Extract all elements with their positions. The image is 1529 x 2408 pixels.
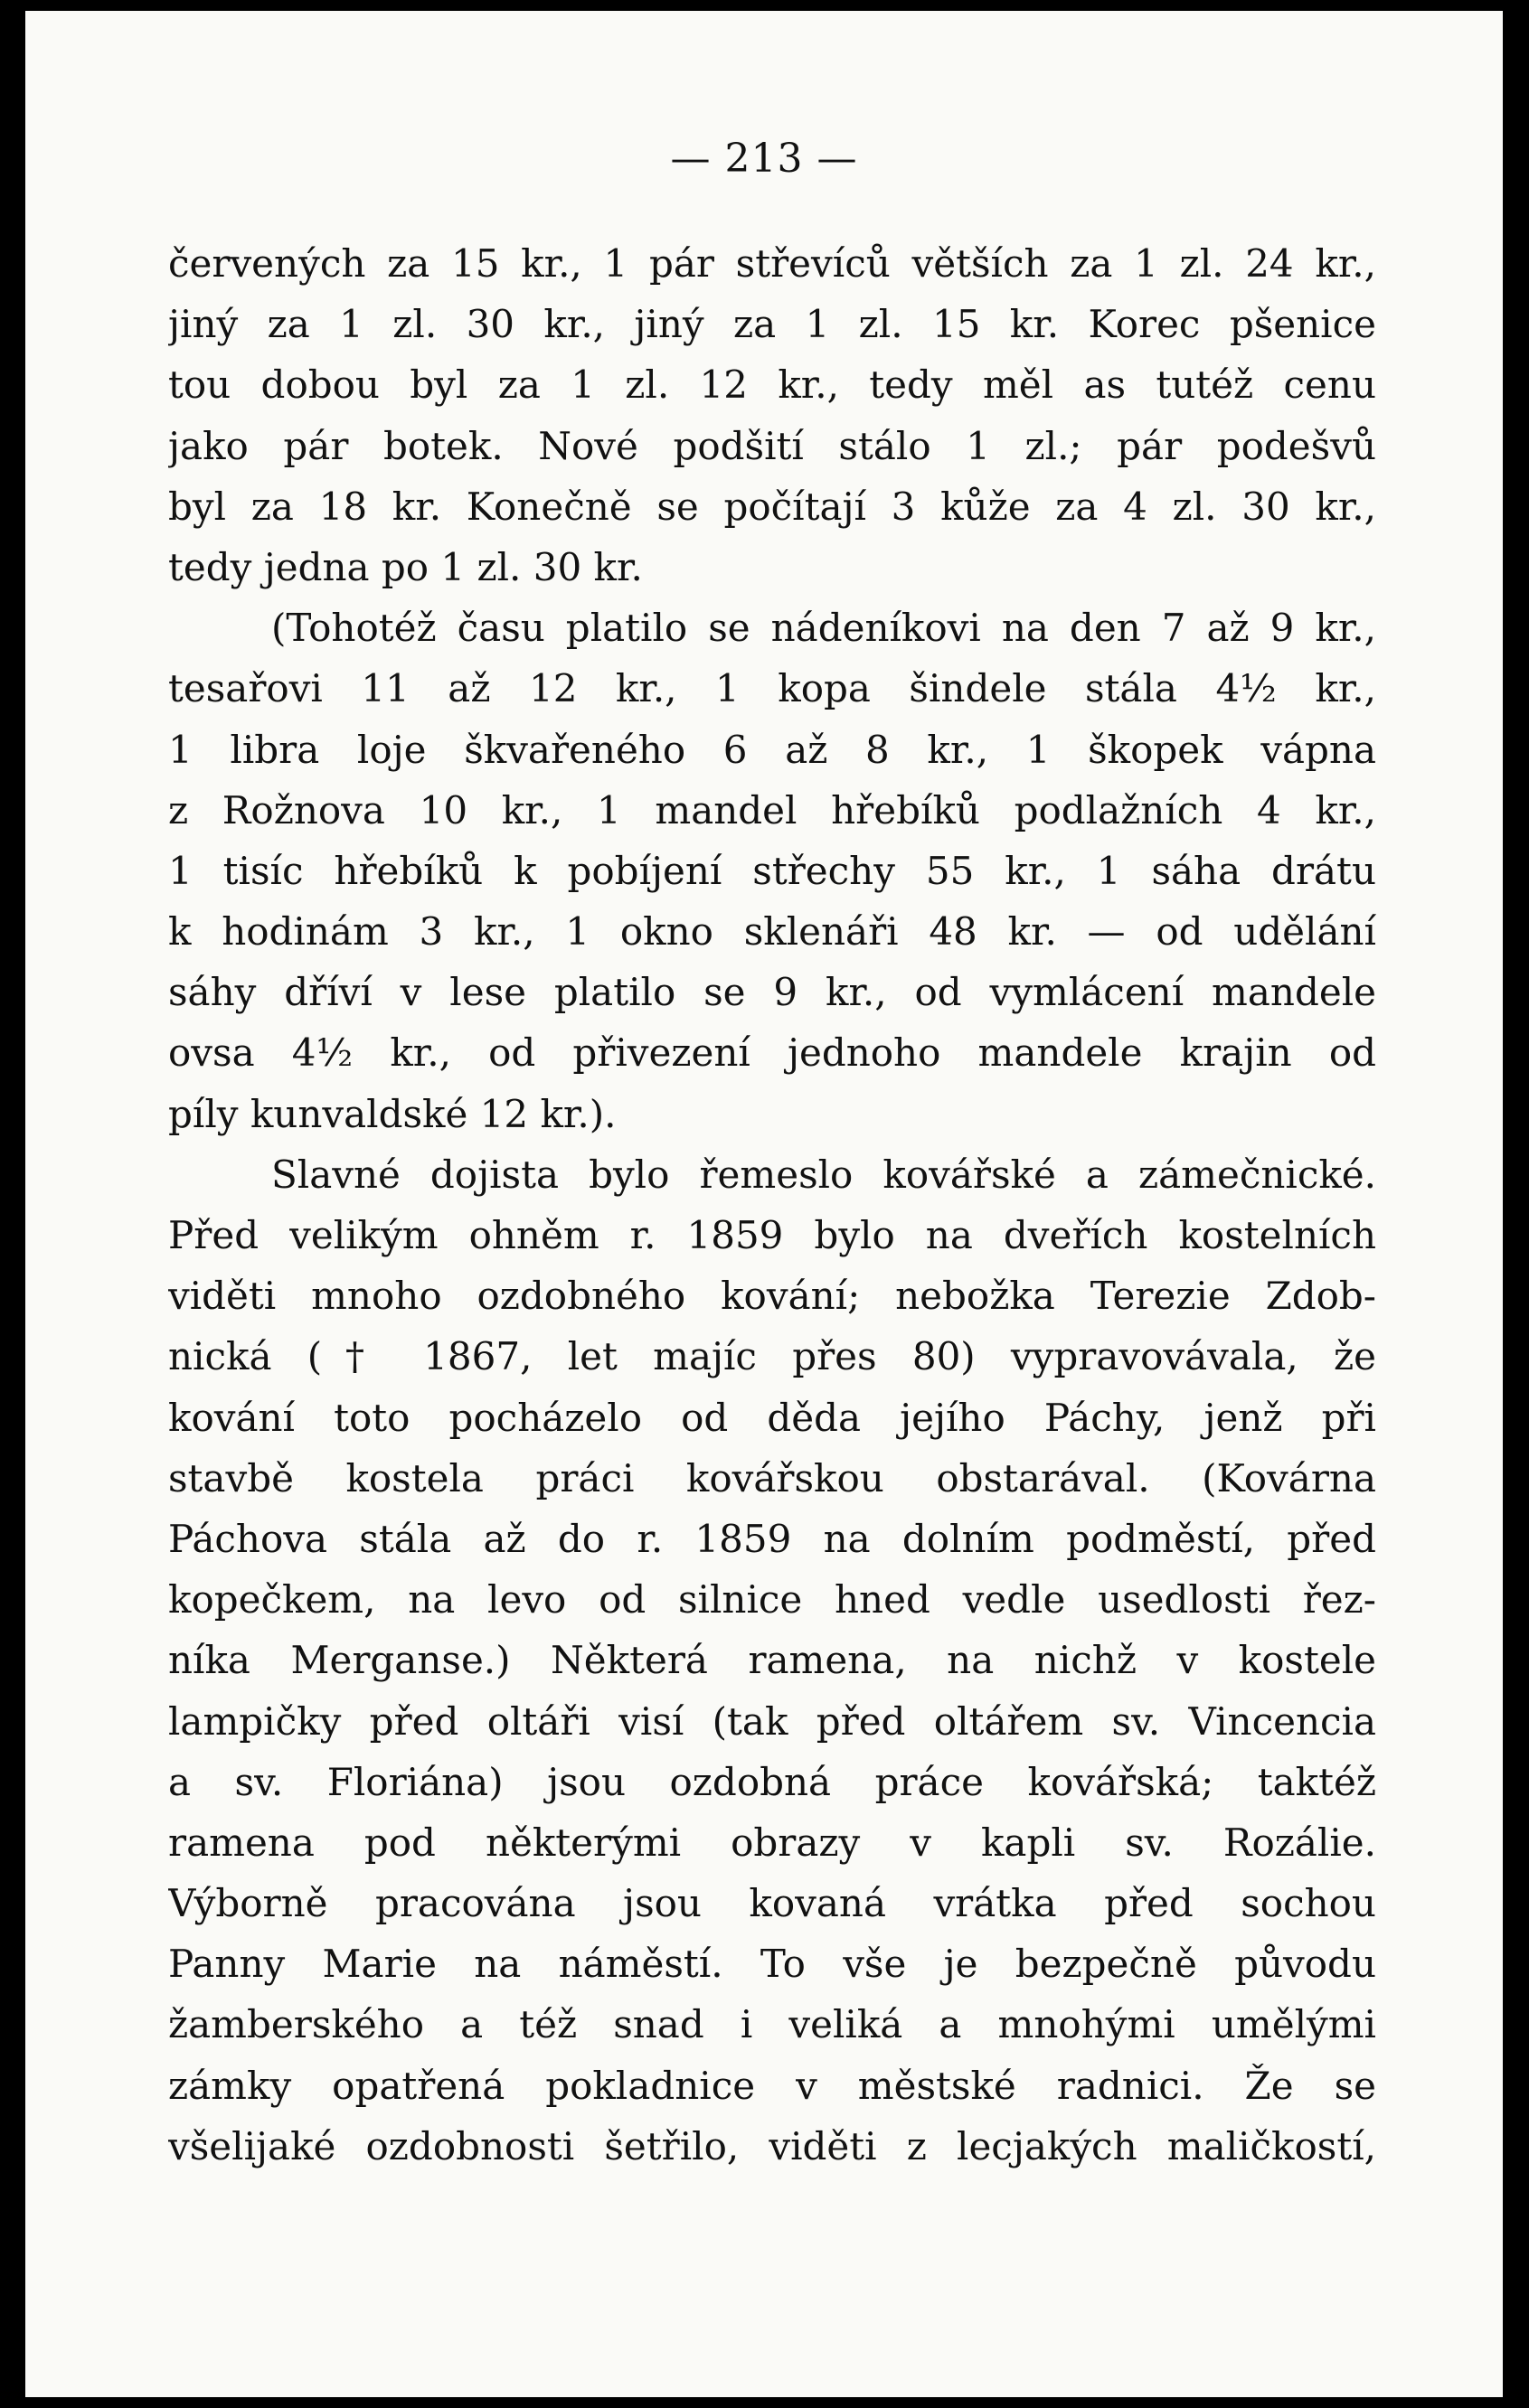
text-line: kování toto pocházelo od děda jejího Páchy, jenž při: [168, 1395, 1376, 1440]
text-line: zámky opatřená pokladnice v městské radnici. Že se: [168, 2063, 1376, 2108]
text-line: stavbě kostela práci kovářskou obstarával. (Kovárna: [168, 1455, 1376, 1500]
text-line: jiný za 1 zl. 30 kr., jiný za 1 zl. 15 kr. Korec pšenice: [168, 302, 1376, 347]
text-line: Páchova stála až do r. 1859 na dolním podměstí, před: [168, 1516, 1376, 1561]
text-line: níka Merganse.) Některá ramena, na nichž v kostele: [168, 1638, 1376, 1683]
text-line: k hodinám 3 kr., 1 okno sklenáři 48 kr. — od udělání: [168, 909, 1376, 955]
text-line: Panny Marie na náměstí. To vše je bezpečně původu: [168, 1942, 1376, 1987]
text-line: 1 tisíc hřebíků k pobíjení střechy 55 kr., 1 sáha drátu: [168, 848, 1376, 893]
book-page: [25, 11, 1503, 2397]
text-line: sáhy dříví v lese platilo se 9 kr., od vymlácení mandele: [168, 970, 1376, 1015]
text-line: byl za 18 kr. Konečně se počítají 3 kůže za 4 zl. 30 kr.,: [168, 484, 1376, 529]
text-line: ramena pod některými obrazy v kapli sv. Rozálie.: [168, 1820, 1376, 1865]
text-line: žamberského a též snad i veliká a mnohými umělými: [168, 2002, 1376, 2047]
text-line: Před velikým ohněm r. 1859 bylo na dveřích kostelních: [168, 1213, 1376, 1257]
text-line: lampičky před oltáři visí (tak před oltářem sv. Vincencia: [168, 1698, 1376, 1744]
text-line: jako pár botek. Nové podšití stálo 1 zl.; pár podešvů: [168, 423, 1376, 468]
text-line: červených za 15 kr., 1 pár střevíců větších za 1 zl. 24 kr.,: [168, 241, 1376, 286]
text-line: nická († 1867, let majíc přes 80) vypravovávala, že: [168, 1334, 1376, 1379]
text-line: 1 libra loje škvařeného 6 až 8 kr., 1 škopek vápna: [168, 727, 1376, 772]
text-line: všelijaké ozdobnosti šetřilo, viděti z lecjakých maličkostí,: [168, 2123, 1376, 2168]
page-number: — 213 —: [670, 136, 858, 182]
text-line: (Tohotéž času platilo se nádeníkovi na den 7 až 9 kr.,: [271, 606, 1376, 651]
text-line: viděti mnoho ozdobného kování; nebožka Terezie Zdob-: [168, 1274, 1376, 1319]
text-line: ovsa 4½ kr., od přivezení jednoho mandele krajin od: [168, 1030, 1376, 1076]
text-line: Slavné dojista bylo řemeslo kovářské a zámečnické.: [271, 1152, 1376, 1197]
text-line: a sv. Floriána) jsou ozdobná práce kovářská; taktéž: [168, 1759, 1376, 1804]
text-line: kopečkem, na levo od silnice hned vedle usedlosti řez-: [168, 1577, 1376, 1623]
text-line: z Rožnova 10 kr., 1 mandel hřebíků podlažních 4 kr.,: [168, 787, 1376, 832]
text-line: tesařovi 11 až 12 kr., 1 kopa šindele stála 4½ kr.,: [168, 666, 1376, 711]
text-line: tou dobou byl za 1 zl. 12 kr., tedy měl as tutéž cenu: [168, 362, 1376, 408]
text-line: píly kunvaldské 12 kr.).: [168, 1091, 617, 1136]
text-line: tedy jedna po 1 zl. 30 kr.: [168, 544, 643, 589]
body-text: [168, 233, 1376, 2177]
text-line: Výborně pracována jsou kovaná vrátka před sochou: [168, 1881, 1376, 1926]
